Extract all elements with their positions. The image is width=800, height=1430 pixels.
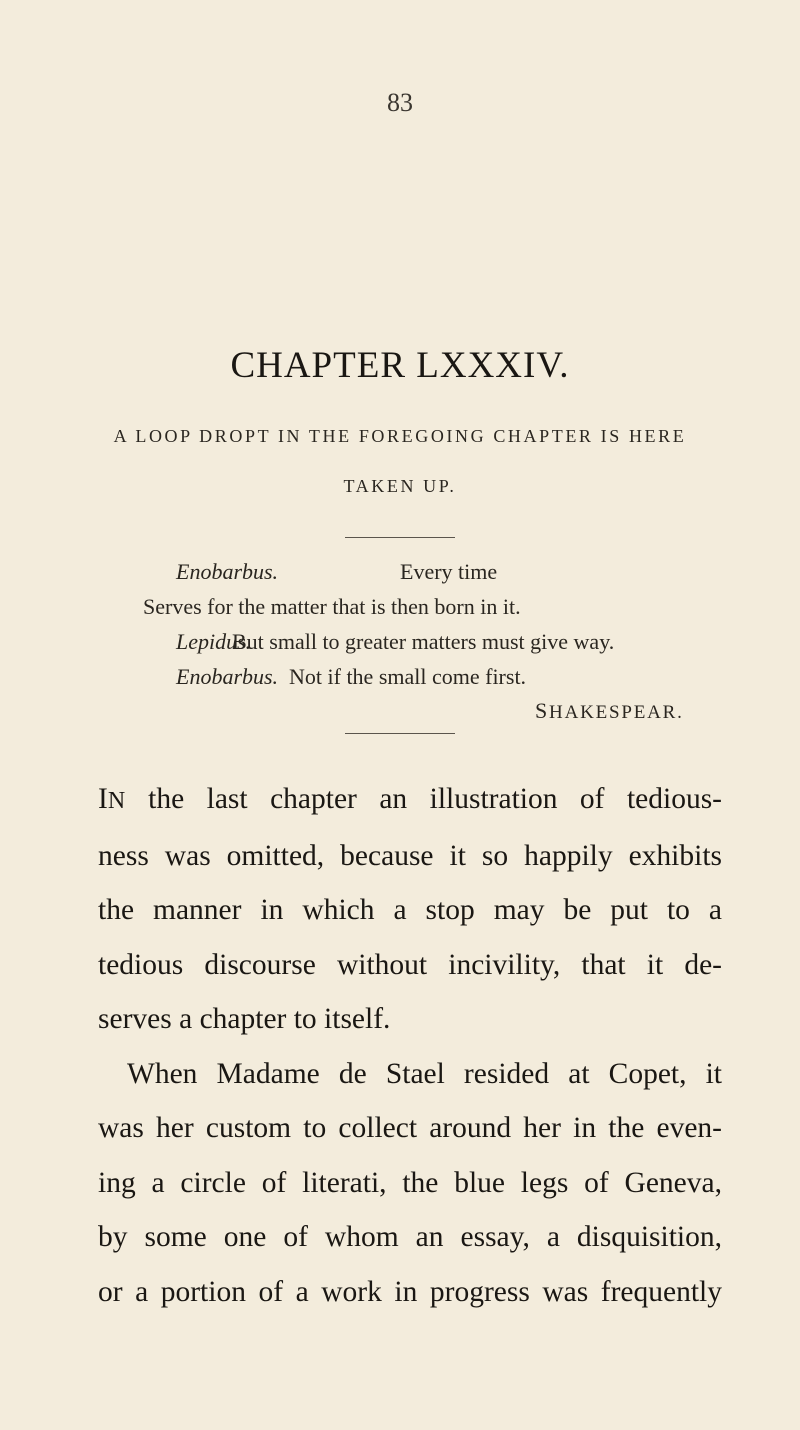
divider-rule-top bbox=[345, 537, 455, 538]
epigraph-text: Serves for the matter that is then born in it. bbox=[143, 594, 521, 619]
epigraph-text: Every time bbox=[400, 559, 498, 584]
body-line: was her custom to collect around her in the even- bbox=[98, 1112, 722, 1144]
body-line: When Madame de Stael resided at Copet, it bbox=[127, 1057, 722, 1090]
body-line: the manner in which a stop may be put to a bbox=[98, 894, 722, 926]
divider-rule-bottom bbox=[345, 733, 455, 734]
page-number: 83 bbox=[387, 88, 413, 117]
chapter-subtitle-line-1: A LOOP DROPT IN THE FOREGOING CHAPTER IS HERE bbox=[113, 426, 687, 446]
epigraph-attribution bbox=[535, 698, 684, 724]
body-line: serves a chapter to itself. bbox=[98, 1003, 391, 1035]
epigraph-speaker: Enobarbus. bbox=[176, 664, 279, 689]
first-word-smallcaps: N bbox=[107, 788, 126, 814]
body-line: tedious discourse without incivility, that it de- bbox=[98, 948, 722, 981]
attribution-rest: HAKESPEAR. bbox=[549, 702, 684, 723]
chapter-title: CHAPTER LXXXIV. bbox=[230, 345, 570, 386]
body-line: ing a circle of literati, the blue legs of Geneva, bbox=[98, 1166, 722, 1199]
epigraph-speaker: Enobarbus. bbox=[176, 559, 279, 584]
body-line: or a portion of a work in progress was frequently bbox=[98, 1275, 722, 1308]
epigraph-text: Not if the small come first. bbox=[289, 664, 527, 689]
body-line: ness was omitted, because it so happily exhibits bbox=[98, 839, 722, 872]
body-line bbox=[98, 772, 722, 829]
chapter-subtitle-line-2: TAKEN UP. bbox=[343, 476, 457, 496]
body-line-text: the last chapter an illustration of tedious- bbox=[125, 783, 722, 815]
attribution-initial: S bbox=[535, 698, 550, 723]
body-line: by some one of whom an essay, a disquisition, bbox=[98, 1221, 722, 1253]
drop-initial: I bbox=[98, 783, 108, 815]
epigraph-text: But small to greater matters must give way. bbox=[232, 629, 615, 654]
body-paragraphs bbox=[98, 772, 722, 1319]
epigraph-speaker: Lepidus. bbox=[176, 629, 252, 654]
